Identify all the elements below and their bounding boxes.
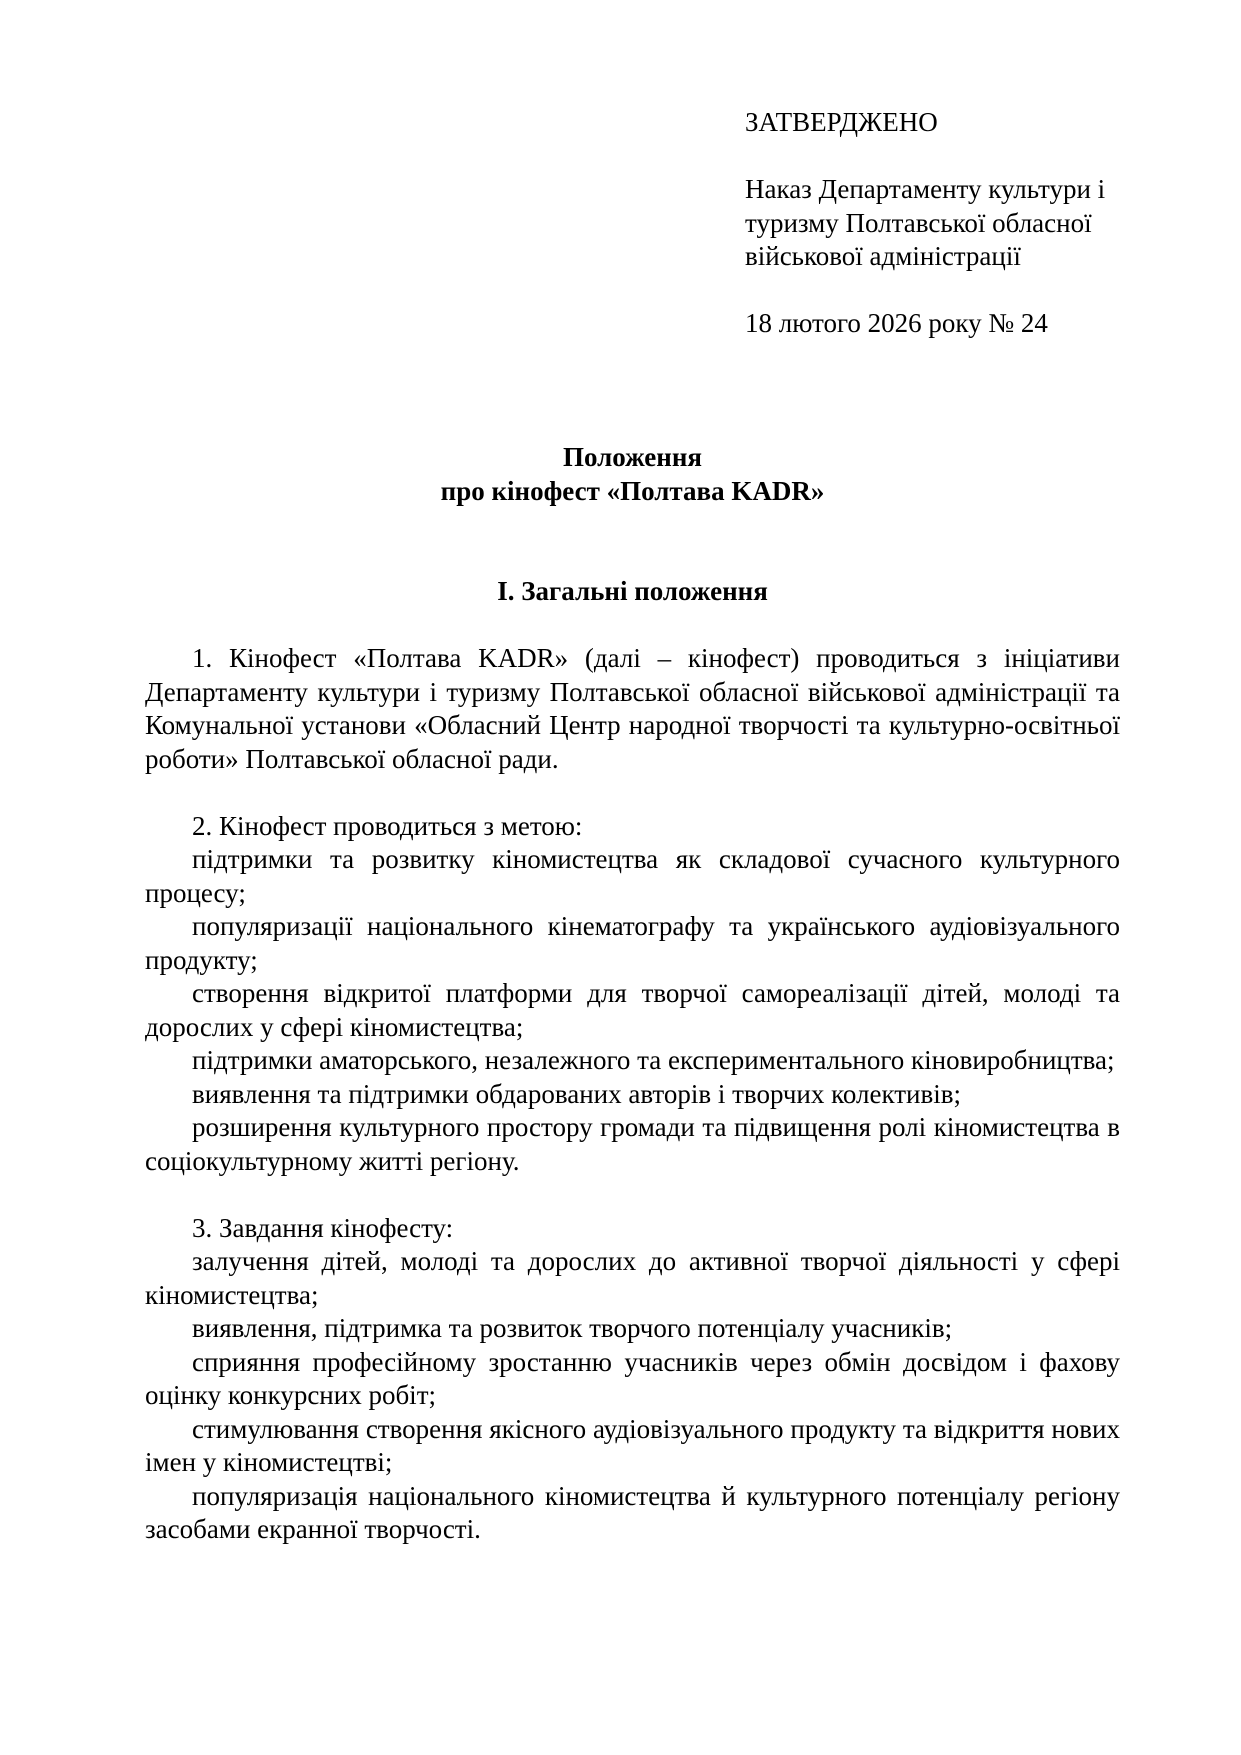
clause-3-item: залучення дітей, молоді та дорослих до активної творчої діяльності у сфері кіномистецтва; <box>145 1246 1120 1310</box>
clause-2-item: підтримки аматорського, незалежного та експериментального кіновиробництва; <box>192 1045 1115 1075</box>
approval-order-line-1: Наказ Департаменту культури і <box>745 174 1106 204</box>
clause-2-item: виявлення та підтримки обдарованих авторів і творчих колективів; <box>192 1078 961 1109</box>
approval-date: 18 лютого 2026 року № 24 <box>745 308 1048 338</box>
approval-stamp: ЗАТВЕРДЖЕНО <box>745 107 938 137</box>
clause-3-item: стимулювання створення якісного аудіовізуального продукту та відкриття нових імен у кіномистецтві; <box>145 1413 1120 1477</box>
document-title-line-2: про кінофест «Полтава KADR» <box>440 475 825 506</box>
clause-2-item: підтримки та розвитку кіномистецтва як складової сучасного культурного процесу; <box>145 844 1120 908</box>
clause-2-intro: 2. Кінофест проводиться з метою: <box>192 810 583 841</box>
approval-block <box>745 106 1120 341</box>
approval-order-line-3: військової адміністрації <box>745 241 1021 271</box>
approval-order-line-2: туризму Полтавської обласної <box>745 207 1092 238</box>
document-title <box>145 441 1120 508</box>
section-1-heading: І. Загальні положення <box>497 576 768 606</box>
document-body <box>145 106 1120 1547</box>
clause-3-item: виявлення, підтримка та розвиток творчого потенціалу учасників; <box>192 1313 953 1343</box>
document-title-line-1: Положення <box>562 442 703 472</box>
clause-2-item: створення відкритої платформи для творчої самореалізації дітей, молоді та дорослих у сфері кіномистецтва; <box>145 978 1120 1042</box>
clause-1-paragraph: 1. Кінофест «Полтава KADR» (далі – кінофест) проводиться з ініціативи Департаменту культури і туризму Полтавської обласної військової адміністрації та Комунальної установи «Обласний Центр народної творчості та культурно-освітньої роботи» Полтавської обласної ради. <box>145 643 1120 774</box>
clause-2-item: популяризації національного кінематографу та українського аудіовізуального продукту; <box>145 911 1120 975</box>
clause-3-intro: 3. Завдання кінофесту: <box>192 1212 454 1243</box>
clause-3-item: сприяння професійному зростанню учасників через обмін досвідом і фахову оцінку конкурсних робіт; <box>145 1346 1120 1410</box>
clause-3-item: популяризація національного кіномистецтва й культурного потенціалу регіону засобами екранної творчості. <box>145 1480 1120 1544</box>
clause-2-item: розширення культурного простору громади та підвищення ролі кіномистецтва в соціокультурному житті регіону. <box>145 1112 1120 1176</box>
